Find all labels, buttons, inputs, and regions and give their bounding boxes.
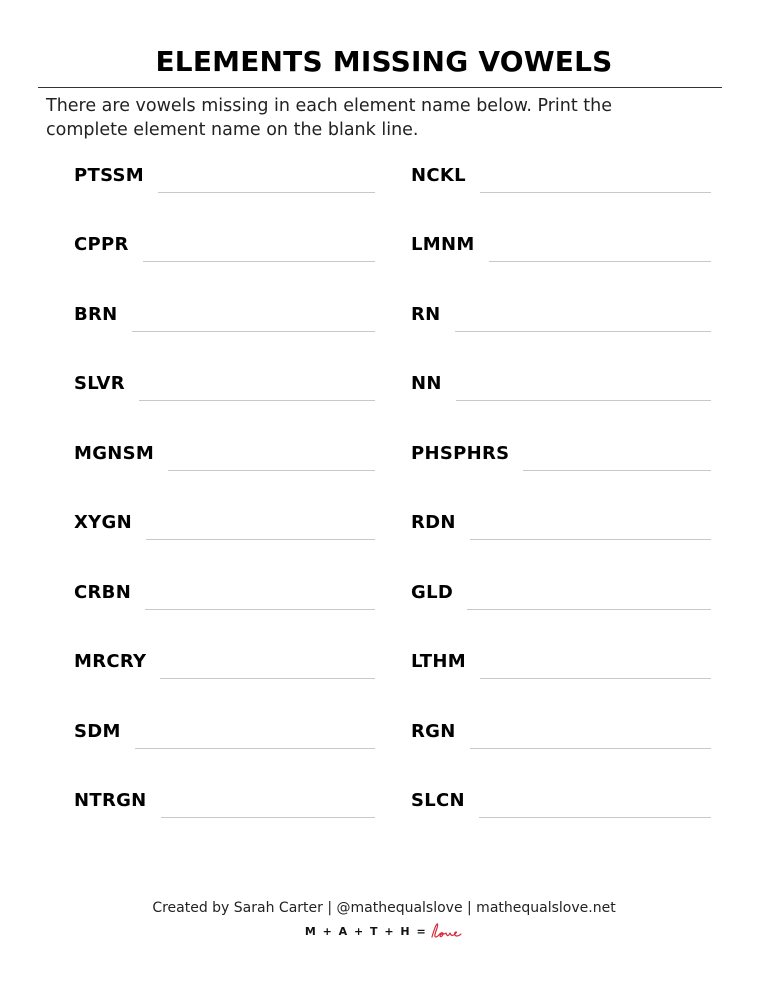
answer-row xyxy=(74,302,375,326)
answer-blank-line[interactable] xyxy=(480,192,711,193)
answer-row xyxy=(411,302,711,326)
answer-blank-line[interactable] xyxy=(470,748,711,749)
element-prompt: NTRGN xyxy=(74,790,147,811)
answer-row xyxy=(411,371,711,395)
love-script-logo xyxy=(429,922,463,940)
answer-row xyxy=(411,580,711,604)
answer-blank-line[interactable] xyxy=(455,331,711,332)
footer-credit: Created by Sarah Carter | @mathequalslove | mathequalslove.net xyxy=(152,900,616,916)
element-prompt: SLVR xyxy=(74,373,125,394)
brand-logo xyxy=(0,922,768,940)
answer-blank-line[interactable] xyxy=(145,609,375,610)
answer-blank-line[interactable] xyxy=(160,678,375,679)
page-title: ELEMENTS MISSING VOWELS xyxy=(155,45,613,78)
element-prompt: BRN xyxy=(74,304,118,325)
answer-row xyxy=(411,788,711,812)
answer-row xyxy=(74,719,375,743)
element-prompt: SLCN xyxy=(411,790,465,811)
answer-blank-line[interactable] xyxy=(470,539,711,540)
answer-blank-line[interactable] xyxy=(132,331,375,332)
element-prompt: PTSSM xyxy=(74,165,145,186)
answer-blank-line[interactable] xyxy=(161,817,375,818)
element-prompt: CRBN xyxy=(74,582,132,603)
element-prompt: CPPR xyxy=(74,234,129,255)
answer-blank-line[interactable] xyxy=(168,470,375,471)
answer-row xyxy=(74,510,375,534)
answer-row xyxy=(411,719,711,743)
element-prompt: PHSPHRS xyxy=(411,443,510,464)
instructions-line-1: There are vowels missing in each element name below. Print the xyxy=(46,96,613,116)
answer-blank-line[interactable] xyxy=(143,261,375,262)
answer-blank-line[interactable] xyxy=(146,539,375,540)
answer-row xyxy=(411,649,711,673)
answer-row xyxy=(411,232,711,256)
answer-blank-line[interactable] xyxy=(135,748,375,749)
element-prompt: MGNSM xyxy=(74,443,155,464)
answer-blank-line[interactable] xyxy=(456,400,711,401)
element-prompt: LTHM xyxy=(411,651,466,672)
answer-row xyxy=(74,580,375,604)
instructions-line-2: complete element name on the blank line. xyxy=(46,120,419,140)
answer-blank-line[interactable] xyxy=(489,261,711,262)
answer-blank-line[interactable] xyxy=(139,400,375,401)
element-prompt: RN xyxy=(411,304,441,325)
answer-row xyxy=(74,232,375,256)
answer-blank-line[interactable] xyxy=(158,192,375,193)
element-prompt: LMNM xyxy=(411,234,475,255)
element-prompt: RDN xyxy=(411,512,456,533)
answer-row xyxy=(74,371,375,395)
answer-row xyxy=(74,163,375,187)
answer-blank-line[interactable] xyxy=(479,817,711,818)
answer-row xyxy=(74,649,375,673)
answer-row xyxy=(74,788,375,812)
answer-blank-line[interactable] xyxy=(523,470,711,471)
element-prompt: MRCRY xyxy=(74,651,147,672)
element-prompt: NN xyxy=(411,373,442,394)
element-prompt: GLD xyxy=(411,582,454,603)
element-prompt: SDM xyxy=(74,721,121,742)
answer-row xyxy=(411,441,711,465)
answer-row xyxy=(411,510,711,534)
element-prompt: XYGN xyxy=(74,512,132,533)
logo-text: M + A + T + H = xyxy=(304,924,428,938)
element-prompt: NCKL xyxy=(411,165,466,186)
element-prompt: RGN xyxy=(411,721,456,742)
answer-blank-line[interactable] xyxy=(480,678,711,679)
answer-row xyxy=(411,163,711,187)
answer-blank-line[interactable] xyxy=(467,609,711,610)
answer-row xyxy=(74,441,375,465)
